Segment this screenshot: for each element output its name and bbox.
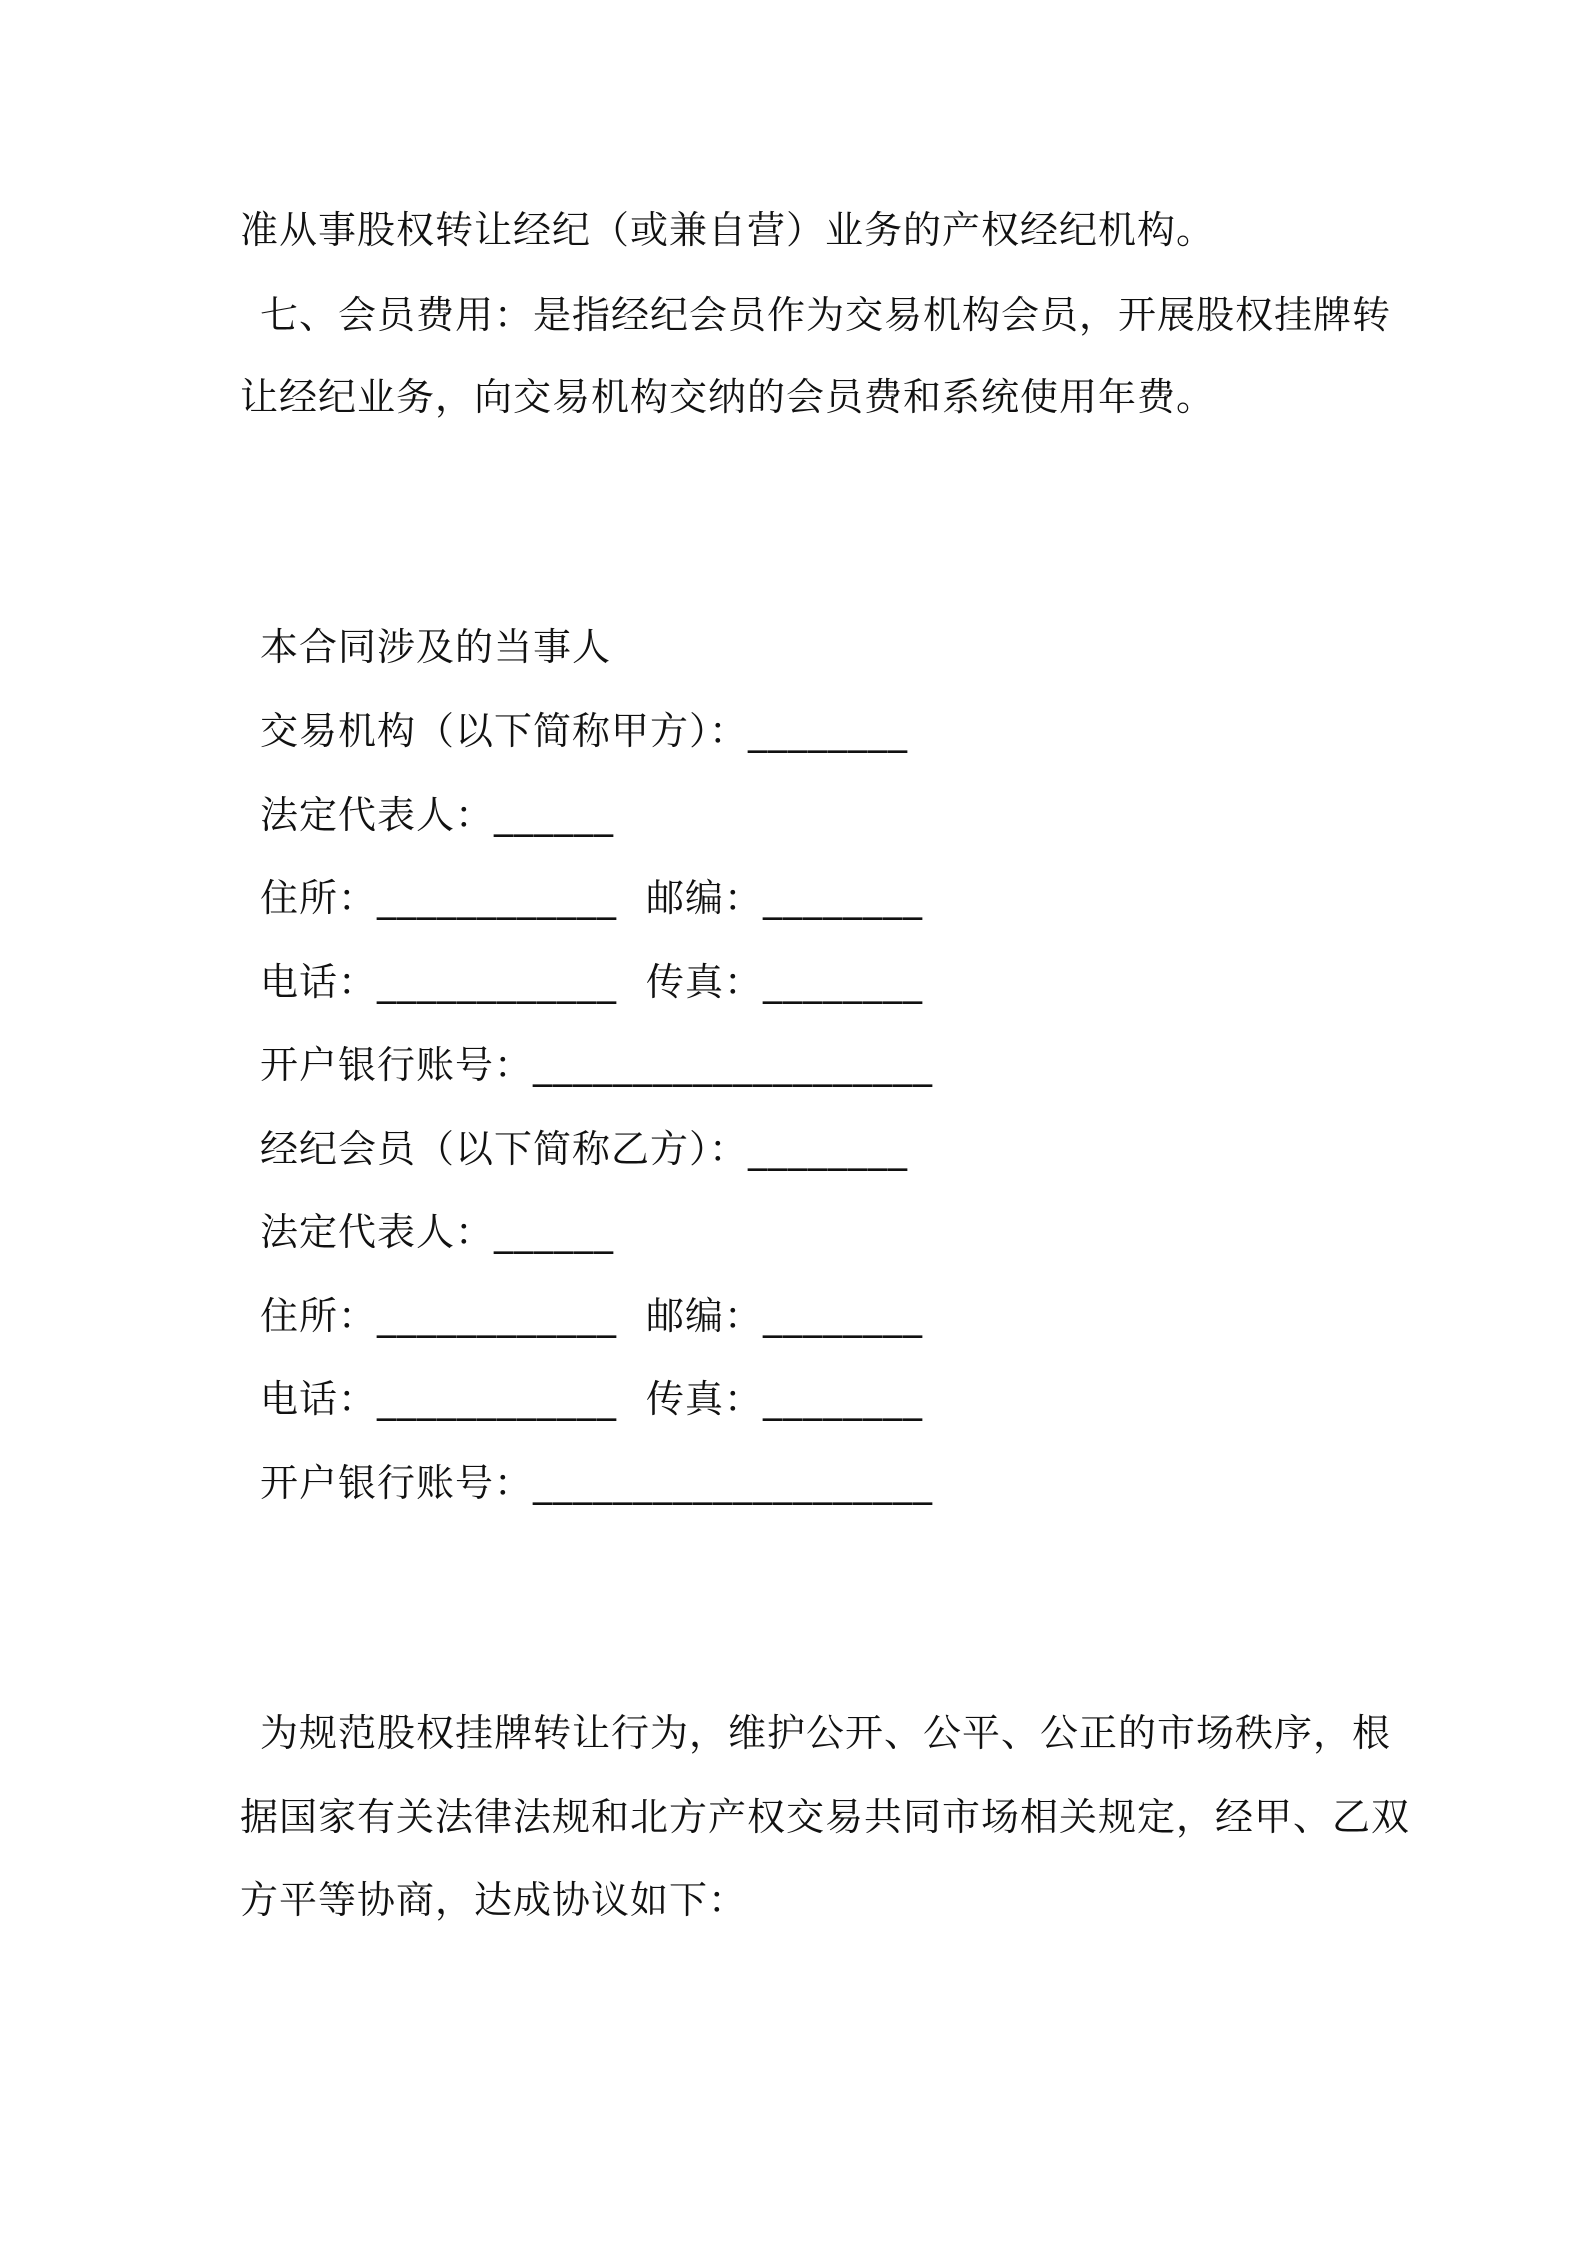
definition-line-2: 七、会员费用：是指经纪会员作为交易机构会员，开展股权挂牌转	[260, 293, 1392, 337]
party-b-name: 经纪会员（以下简称乙方）：________	[260, 1127, 909, 1171]
party-a-fax: 传真：________	[646, 960, 924, 1004]
party-b-bank: 开户银行账号：____________________	[260, 1461, 934, 1505]
party-a-bank: 开户银行账号：____________________	[260, 1043, 934, 1087]
definition-line-3: 让经纪业务，向交易机构交纳的会员费和系统使用年费。	[240, 375, 1216, 419]
party-b-fax: 传真：________	[646, 1377, 924, 1421]
preamble-line-1: 为规范股权挂牌转让行为，维护公开、公平、公正的市场秩序，根	[260, 1711, 1392, 1755]
definition-line-1: 准从事股权转让经纪（或兼自营）业务的产权经纪机构。	[240, 208, 1216, 252]
parties-heading: 本合同涉及的当事人	[260, 625, 612, 669]
party-b-legal-rep: 法定代表人：______	[260, 1210, 615, 1254]
party-a-phone: 电话：____________	[260, 960, 618, 1004]
party-a-name: 交易机构（以下简称甲方）：________	[260, 709, 909, 753]
party-a-postcode: 邮编：________	[646, 876, 924, 920]
party-a-address: 住所：____________	[260, 876, 618, 920]
party-b-postcode: 邮编：________	[646, 1294, 924, 1338]
preamble-line-3: 方平等协商，达成协议如下：	[240, 1878, 748, 1922]
party-b-phone: 电话：____________	[260, 1377, 618, 1421]
party-b-address: 住所：____________	[260, 1294, 618, 1338]
preamble-line-2: 据国家有关法律法规和北方产权交易共同市场相关规定，经甲、乙双	[240, 1795, 1411, 1839]
party-a-legal-rep: 法定代表人：______	[260, 793, 615, 837]
